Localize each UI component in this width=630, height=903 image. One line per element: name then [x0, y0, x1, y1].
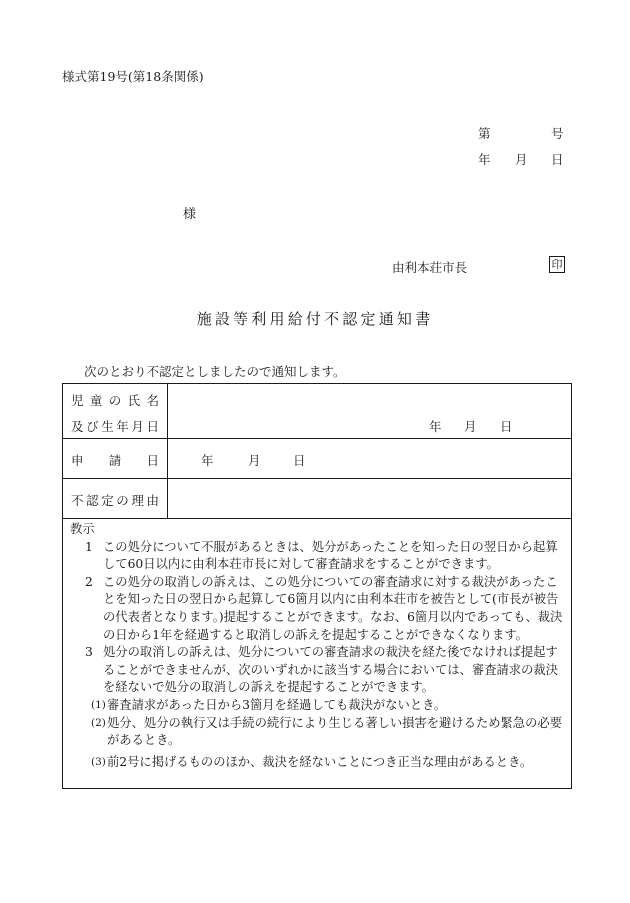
sub-item-text: 前2号に掲げるもののほか、裁決を経ないことにつき正当な理由があるとき。: [107, 754, 533, 769]
row-divider: [63, 478, 571, 479]
instruction-number: 3: [85, 645, 93, 660]
instruction-number: 1: [85, 539, 93, 554]
sub-item-number: (1): [91, 698, 106, 711]
application-date-month: 月: [248, 453, 261, 468]
child-name-label: 児 童 の 氏 名: [71, 393, 159, 408]
sub-item-text: 処分、処分の執行又は手続の続行により生じる著しい損害を避けるため緊急の必要があるとき。: [107, 715, 562, 748]
instruction-text: この処分の取消しの訴えは、この処分についての審査請求に対する裁決があったことを知った日の翌日から起算して6箇月以内に由利本荘市を被告として(市長が被告の代表者となります。)提起することができます。なお、6箇月以内であっても、裁決の日から1年を経過すると取消しの訴えを提起することができなくなります。: [103, 574, 563, 642]
instruction-item: [67, 539, 567, 574]
instruction-item: [67, 644, 567, 697]
instruction-item: [67, 574, 567, 644]
application-date-day: 日: [293, 453, 306, 468]
reason-label: 不 認 定 の 理 由: [71, 493, 159, 508]
seal-mark: 印: [549, 256, 565, 273]
document-number-suffix: 号: [551, 126, 564, 141]
instruction-text: この処分について不服があるときは、処分があったことを知った日の翌日から起算して60日以内に由利本荘市長に対して審査請求をすることができます。: [103, 539, 558, 572]
application-date-year: 年: [201, 453, 214, 468]
instruction-sub-item: [67, 715, 567, 750]
sub-item-number: (3): [91, 755, 106, 768]
notice-table: [62, 383, 572, 789]
issue-date-year: 年: [478, 152, 491, 167]
row-divider: [63, 518, 571, 519]
birth-date-year: 年: [429, 419, 442, 434]
issue-date-month: 月: [515, 152, 528, 167]
instruction-number: 2: [85, 574, 93, 589]
instruction-text: 処分の取消しの訴えは、処分についての審査請求の裁決を経た後でなければ提起することができませんが、次のいずれかに該当する場合においては、審査請求の裁決を経ないで処分の取消しの訴えを提起することができます。: [103, 645, 558, 695]
birth-date-label: 及 び 生 年 月 日: [71, 419, 159, 434]
column-divider: [167, 384, 168, 518]
instructions-heading: 教示: [70, 522, 95, 536]
instructions-section: [67, 521, 567, 771]
birth-date-day: 日: [500, 419, 513, 434]
document-number-prefix: 第: [478, 126, 491, 141]
application-date-label: 申 請 日: [71, 453, 159, 468]
document-title: 施設等利用給付不認定通知書: [196, 310, 434, 328]
intro-text: 次のとおり不認定としましたので通知します。: [84, 364, 346, 379]
birth-date-month: 月: [464, 419, 477, 434]
form-number: 様式第19号(第18条関係): [62, 69, 204, 84]
row-divider: [63, 438, 571, 439]
issue-date-day: 日: [551, 152, 564, 167]
addressee-honorific: 様: [183, 207, 197, 222]
sub-item-text: 審査請求があった日から3箇月を経過しても裁決がないとき。: [107, 697, 447, 712]
issuer-name: 由利本荘市長: [392, 260, 468, 275]
sub-item-number: (2): [91, 716, 106, 729]
instruction-sub-item: [67, 697, 567, 715]
instruction-sub-item: [67, 754, 567, 772]
